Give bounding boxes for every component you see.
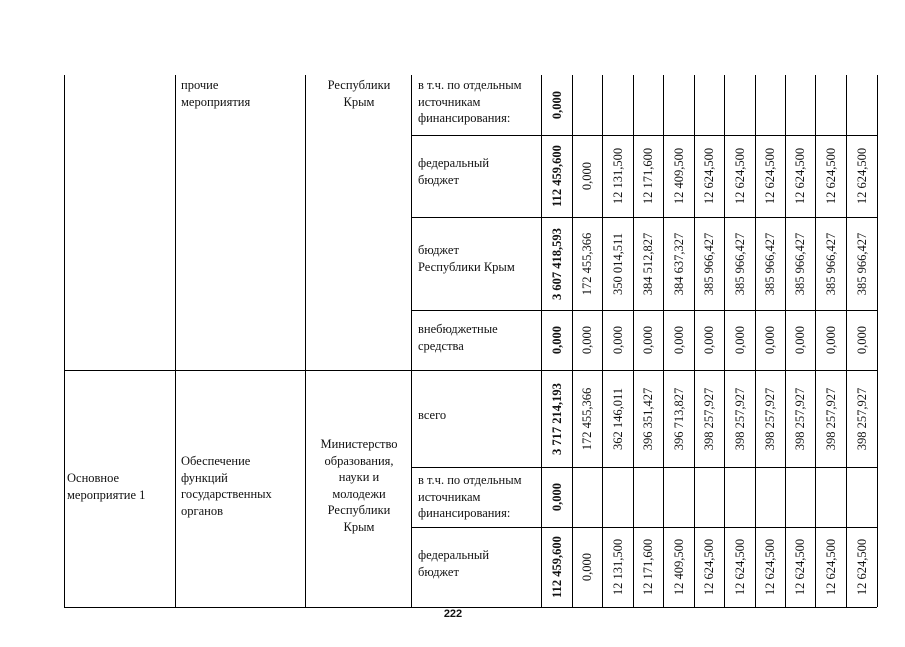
year-amount: 396 713,827 (672, 387, 686, 450)
year-amount: 172 455,366 (580, 232, 594, 295)
year-amount: 12 624,500 (733, 147, 747, 205)
funding-source-label: в т.ч. по отдельным источникам финансирования: (418, 78, 522, 125)
funding-source-label: внебюджетные средства (418, 322, 498, 353)
year-amount: 0,000 (580, 325, 594, 355)
year-amount: 0,000 (672, 325, 686, 355)
main-activity-name: Основное мероприятие 1 (67, 471, 146, 502)
section-divider-rule (64, 370, 877, 371)
total-amount: 3 607 418,593 (550, 227, 564, 300)
executor-crimea: Республики Крым (327, 78, 391, 109)
year-amount: 12 624,500 (855, 147, 869, 205)
table-vertical-rule (305, 75, 306, 607)
funding-source-label: федеральный бюджет (418, 548, 490, 579)
year-amount: 12 131,500 (611, 538, 625, 596)
funding-source-label: федеральный бюджет (418, 156, 490, 187)
activity-other: прочие мероприятия (181, 78, 251, 109)
total-amount: 112 459,600 (550, 145, 564, 207)
funding-source-label: всего (418, 408, 447, 422)
year-amount: 0,000 (580, 161, 594, 191)
year-amount: 0,000 (824, 325, 838, 355)
year-amount: 12 624,500 (763, 538, 777, 596)
year-amount: 385 966,427 (702, 232, 716, 295)
total-amount: 3 717 214,193 (550, 382, 564, 455)
year-amount: 12 624,500 (824, 147, 838, 205)
year-amount: 385 966,427 (855, 232, 869, 295)
year-amount: 12 624,500 (733, 538, 747, 596)
year-amount: 398 257,927 (793, 387, 807, 450)
year-amount: 12 624,500 (855, 538, 869, 596)
total-amount: 0,000 (550, 325, 564, 355)
year-amount: 12 409,500 (672, 147, 686, 205)
year-amount: 0,000 (580, 552, 594, 582)
total-amount: 0,000 (550, 90, 564, 120)
table-bottom-rule (64, 607, 877, 608)
total-amount: 0,000 (550, 482, 564, 512)
year-amount: 0,000 (702, 325, 716, 355)
year-amount: 12 624,500 (702, 147, 716, 205)
year-amount: 172 455,366 (580, 387, 594, 450)
year-amount: 385 966,427 (733, 232, 747, 295)
year-amount: 12 171,600 (641, 538, 655, 596)
table-vertical-rule (64, 75, 65, 607)
year-amount: 384 637,327 (672, 232, 686, 295)
year-amount: 398 257,927 (763, 387, 777, 450)
year-amount: 398 257,927 (824, 387, 838, 450)
year-amount: 12 624,500 (793, 147, 807, 205)
year-amount: 12 624,500 (702, 538, 716, 596)
year-amount: 0,000 (611, 325, 625, 355)
year-amount: 0,000 (855, 325, 869, 355)
page-number: 222 (443, 608, 463, 620)
year-amount: 0,000 (793, 325, 807, 355)
year-amount: 12 624,500 (824, 538, 838, 596)
main-activity-executor: Министерство образования, науки и молодежи Республики Крым (320, 437, 398, 534)
year-amount: 385 966,427 (824, 232, 838, 295)
year-amount: 12 409,500 (672, 538, 686, 596)
year-amount: 384 512,827 (641, 232, 655, 295)
year-amount: 362 146,011 (611, 387, 625, 450)
year-amount: 12 131,500 (611, 147, 625, 205)
year-amount: 396 351,427 (641, 387, 655, 450)
year-amount: 385 966,427 (763, 232, 777, 295)
year-amount: 0,000 (733, 325, 747, 355)
year-amount: 0,000 (641, 325, 655, 355)
total-amount: 112 459,600 (550, 536, 564, 598)
year-amount: 398 257,927 (855, 387, 869, 450)
year-amount: 12 624,500 (763, 147, 777, 205)
main-activity-description: Обеспечение функций государственных органов (181, 454, 272, 518)
year-amount: 350 014,511 (611, 232, 625, 295)
year-amount: 398 257,927 (733, 387, 747, 450)
year-amount: 12 624,500 (793, 538, 807, 596)
funding-source-label: в т.ч. по отдельным источникам финансирования: (418, 473, 522, 520)
funding-source-label: бюджет Республики Крым (418, 243, 515, 274)
year-amount: 0,000 (763, 325, 777, 355)
table-vertical-rule (877, 75, 878, 607)
table-vertical-rule (175, 75, 176, 607)
year-amount: 398 257,927 (702, 387, 716, 450)
year-amount: 385 966,427 (793, 232, 807, 295)
year-amount: 12 171,600 (641, 147, 655, 205)
